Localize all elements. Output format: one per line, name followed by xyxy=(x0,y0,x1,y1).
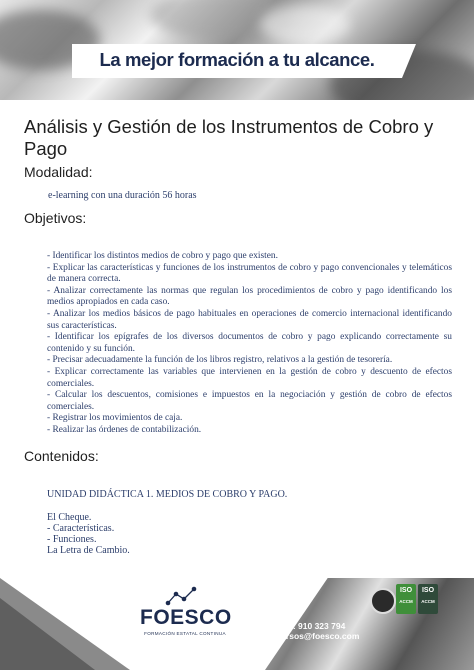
objetivo-item: - Identificar los epígrafes de los diversos documentos de cobro y pago explicando correctamente su contenido y su función. xyxy=(47,332,452,354)
iso-label: ISO xyxy=(399,587,413,594)
objetivo-item: - Calcular los descuentos, comisiones e impuestos en la negociación y gestión de cobro de efectos comerciales. xyxy=(47,390,452,412)
iso-certification-badge xyxy=(396,584,416,614)
unidad-title: UNIDAD DIDÁCTICA 1. MEDIOS DE COBRO Y PAGO. xyxy=(47,489,288,500)
punto-item: - Funciones. xyxy=(47,534,97,545)
objetivo-item: - Analizar correctamente las normas que regulan los procedimientos de cobro y pago identificando los medios apropiados en cada caso. xyxy=(47,285,452,308)
footer-rock-left-dark xyxy=(0,598,95,670)
objetivo-item: - Identificar los distintos medios de cobro y pago que existen. xyxy=(47,251,278,261)
phone-number: Telf.: 910 323 794 xyxy=(276,621,346,631)
objetivo-item: - Registrar los movimientos de caja. xyxy=(47,413,183,424)
slogan-banner-cut xyxy=(402,44,416,78)
brand-subtitle: FORMACIÓN ESTATAL CONTINUA xyxy=(144,631,226,636)
objetivo-item: - Explicar correctamente las variables que intervienen en la gestión de cobro y descuento de efectos comerciales. xyxy=(47,366,452,389)
contact-email[interactable]: cursos@foesco.com xyxy=(276,631,360,641)
subtema-title: El Cheque. xyxy=(47,512,92,523)
objetivo-item: - Precisar adecuadamente la función de los libros registro, relativos a la gestión de tesorería. xyxy=(47,355,393,366)
foesco-logo-icon xyxy=(165,586,197,606)
iso-certification-badge xyxy=(418,584,438,614)
contenidos-heading: Contenidos: xyxy=(24,448,99,464)
rock-texture xyxy=(260,5,350,45)
objetivo-item: - Analizar los medios básicos de pago habituales en operaciones de comercio internacional identificando sus características. xyxy=(47,308,452,331)
course-title: Análisis y Gestión de los Instrumentos de Cobro y Pago xyxy=(24,116,434,159)
modalidad-value: e-learning con una duración 56 horas xyxy=(48,190,197,201)
iso-label: ISO xyxy=(421,587,435,594)
punto-item: - Características. xyxy=(47,523,115,534)
subtema-title: La Letra de Cambio. xyxy=(47,545,130,556)
objetivo-item: - Explicar las características y funciones de los instrumentos de cobro y pago convencionales y telemáticos de manera correcta. xyxy=(47,262,452,285)
brand-logo-text: FOESCO xyxy=(140,606,232,629)
slogan: La mejor formación a tu alcance. xyxy=(99,49,375,70)
objetivos-heading: Objetivos: xyxy=(24,210,87,226)
modalidad-heading: Modalidad: xyxy=(24,164,93,180)
badge-accm-label: ACCM xyxy=(421,599,435,604)
objetivo-item: - Realizar las órdenes de contabilización. xyxy=(47,424,202,435)
objetivos-list xyxy=(47,251,452,437)
badge-accm-label: ACCM xyxy=(399,599,413,604)
certification-seal-icon xyxy=(370,588,396,614)
